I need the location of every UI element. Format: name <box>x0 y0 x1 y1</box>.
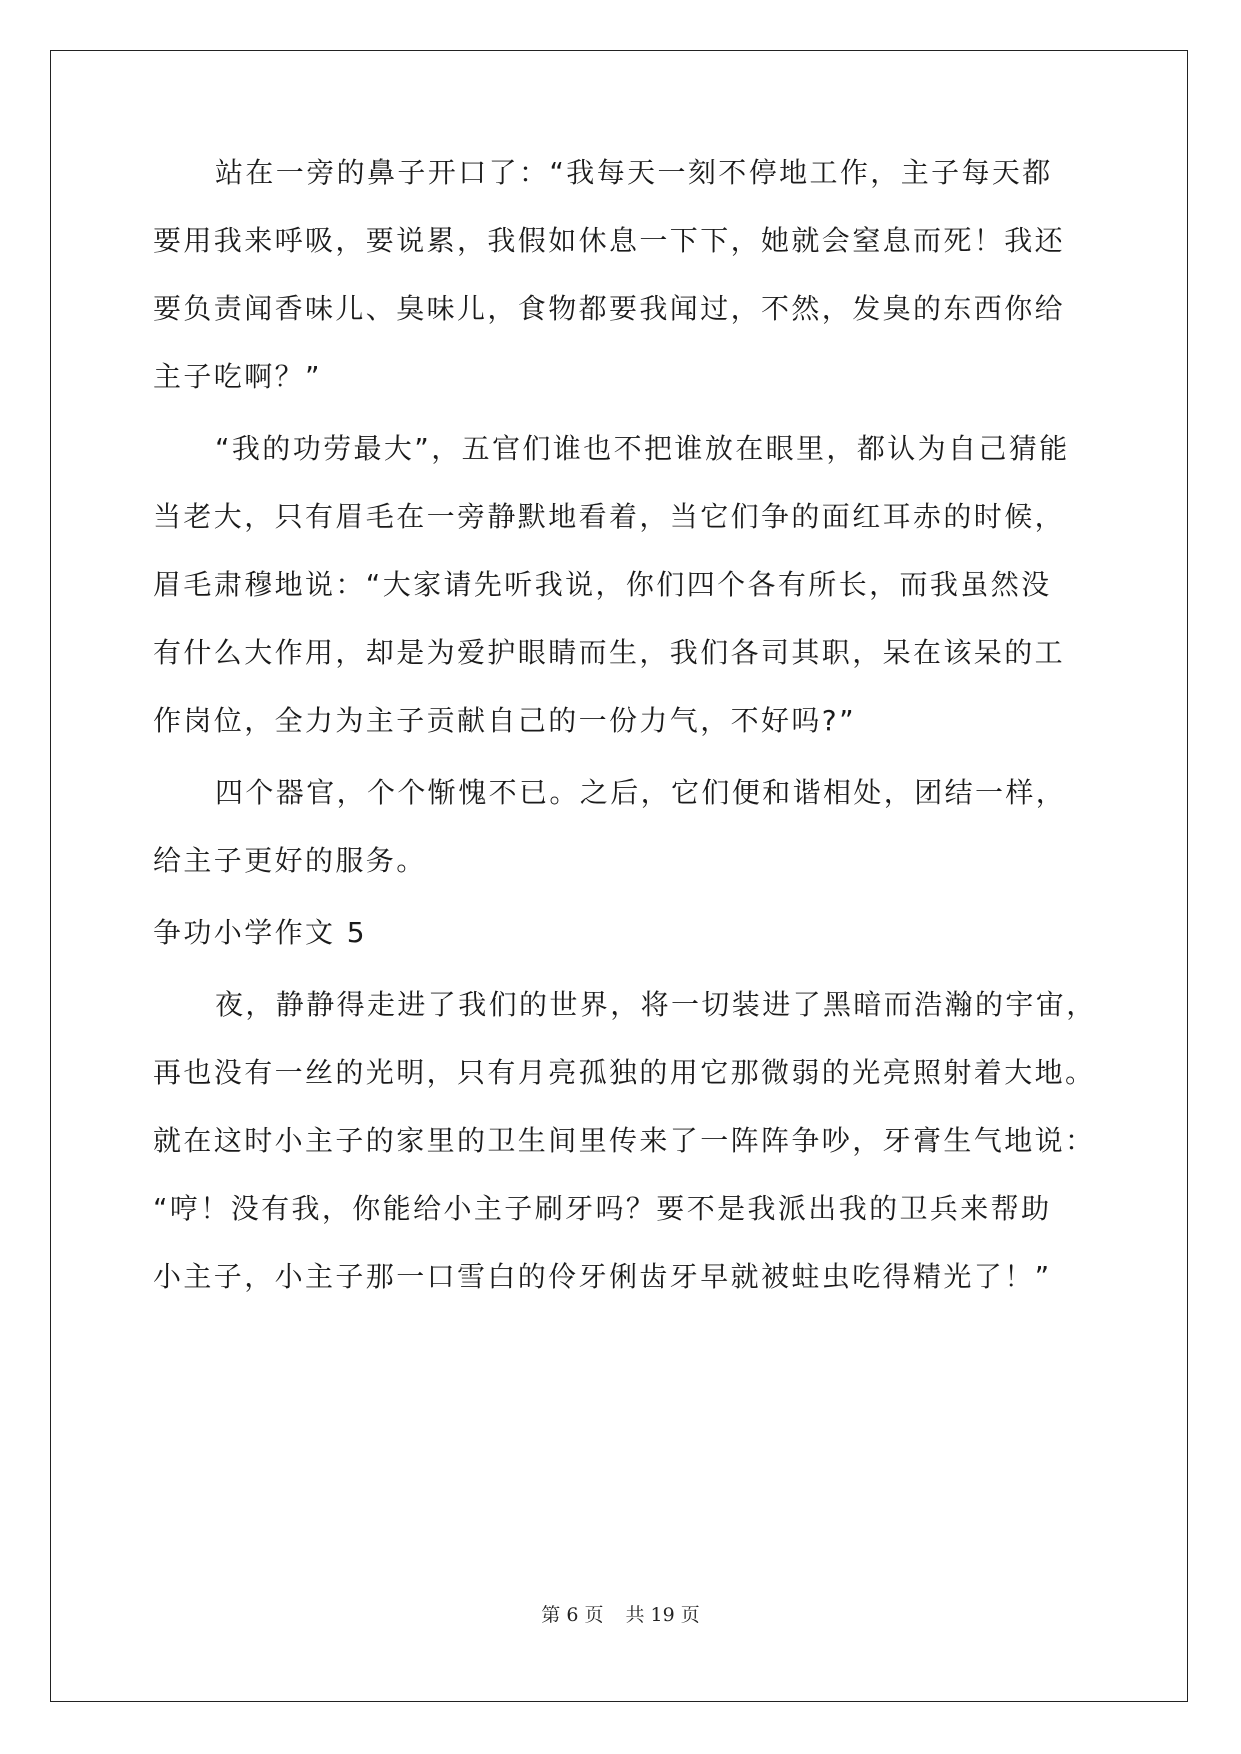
page-footer <box>0 1603 1241 1627</box>
section-heading: 争功小学作文 5 <box>153 916 367 949</box>
text-line: 要用我来呼吸，要说累，我假如休息一下下，她就会窒息而死！我还 <box>153 224 1066 257</box>
text-line: 当老大，只有眉毛在一旁静默地看着，当它们争的面红耳赤的时候， <box>153 500 1066 533</box>
text-line: 再也没有一丝的光明，只有月亮孤独的用它那微弱的光亮照射着大地。 <box>153 1056 1096 1089</box>
text-line: 就在这时小主子的家里的卫生间里传来了一阵阵争吵，牙膏生气地说： <box>153 1124 1096 1157</box>
text-line: 给主子更好的服务。 <box>153 844 427 877</box>
text-line: 四个器官，个个惭愧不已。之后，它们便和谐相处，团结一样， <box>215 776 1067 809</box>
text-line: “我的功劳最大”，五官们谁也不把谁放在眼里，都认为自己猜能 <box>215 432 1070 465</box>
text-line: 小主子，小主子那一口雪白的伶牙俐齿牙早就被蛀虫吃得精光了！” <box>153 1260 1052 1293</box>
text-line: 要负责闻香味儿、臭味儿，食物都要我闻过，不然，发臭的东西你给 <box>153 292 1066 325</box>
page-number: 第 6 页 <box>541 1604 604 1626</box>
text-line: 有什么大作用，却是为爱护眼睛而生，我们各司其职，呆在该呆的工 <box>153 636 1066 669</box>
text-line: 眉毛肃穆地说：“大家请先听我说，你们四个各有所长，而我虽然没 <box>153 568 1052 601</box>
text-line: “哼！没有我，你能给小主子刷牙吗？要不是我派出我的卫兵来帮助 <box>153 1192 1052 1225</box>
text-line: 站在一旁的鼻子开口了：“我每天一刻不停地工作，主子每天都 <box>215 156 1053 189</box>
text-line: 作岗位，全力为主子贡献自己的一份力气，不好吗?” <box>153 704 856 737</box>
text-line: 夜，静静得走进了我们的世界，将一切装进了黑暗而浩瀚的宇宙， <box>215 988 1097 1021</box>
page-total: 共 19 页 <box>625 1604 700 1626</box>
text-line: 主子吃啊？” <box>153 360 322 393</box>
